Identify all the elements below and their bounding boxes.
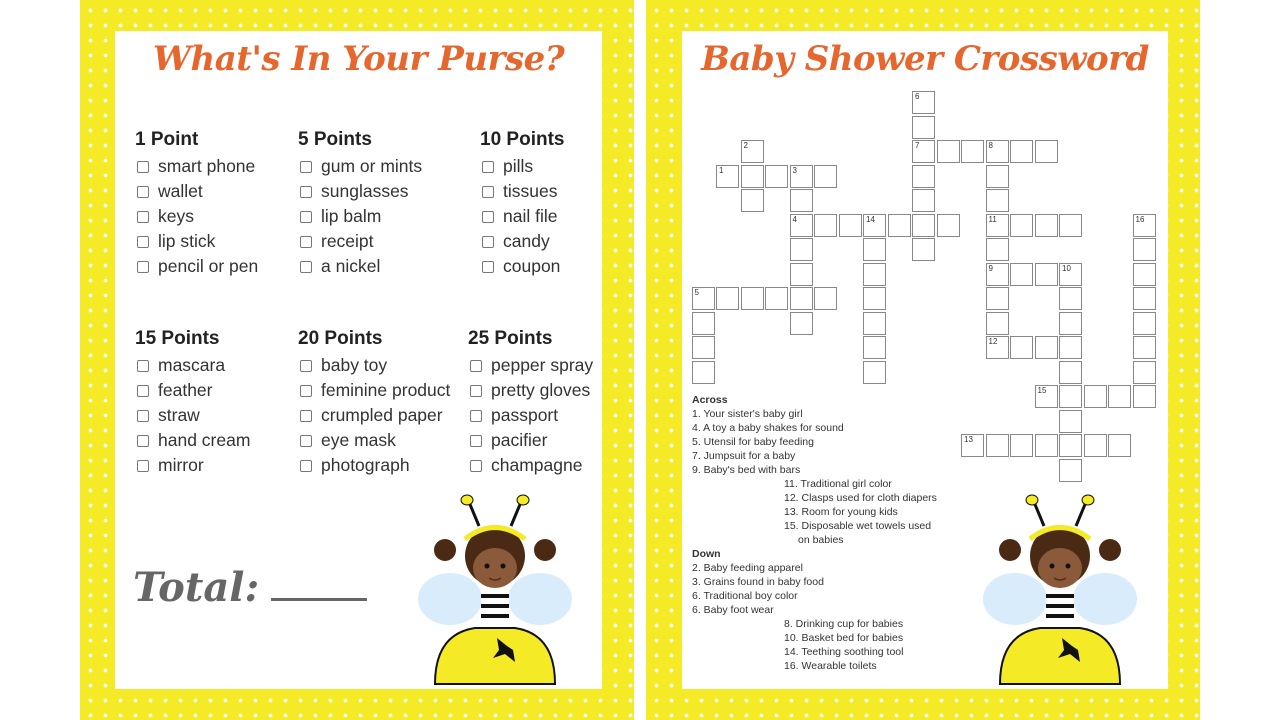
crossword-cell[interactable] (1059, 459, 1082, 482)
crossword-cell[interactable] (986, 238, 1009, 261)
checklist-item[interactable] (135, 229, 258, 254)
clue-down: 10. Basket bed for babies (784, 632, 904, 644)
crossword-cell[interactable] (912, 189, 935, 212)
clue-down: 3. Grains found in baby food (692, 576, 824, 588)
checklist-item[interactable] (468, 403, 593, 428)
crossword-cell[interactable] (1035, 214, 1058, 237)
crossword-cell[interactable] (863, 214, 886, 237)
points-heading: 20 Points (298, 328, 383, 349)
checklist-item[interactable] (135, 453, 250, 478)
crossword-cell[interactable] (1133, 336, 1156, 359)
crossword-cell[interactable] (937, 140, 960, 163)
crossword-cell[interactable] (986, 189, 1009, 212)
checklist-item[interactable] (135, 154, 258, 179)
item-label: sunglasses (321, 181, 409, 201)
points-heading: 10 Points (480, 129, 565, 150)
crossword-cell[interactable] (790, 287, 813, 310)
crossword-cell[interactable] (961, 434, 984, 457)
item-label: champagne (491, 455, 583, 475)
points-heading: 25 Points (468, 328, 553, 349)
crossword-cell[interactable] (986, 263, 1009, 286)
item-label: straw (158, 405, 200, 425)
crossword-cell[interactable] (692, 336, 715, 359)
item-label: a nickel (321, 256, 381, 276)
checklist-item[interactable] (468, 353, 593, 378)
crossword-cell[interactable] (863, 336, 886, 359)
crossword-cell[interactable] (741, 189, 764, 212)
checkbox[interactable] (482, 236, 494, 248)
item-label: gum or mints (321, 156, 423, 176)
crossword-cell[interactable] (814, 165, 837, 188)
clue-number: 9 (988, 263, 993, 273)
checkbox[interactable] (300, 261, 312, 273)
crossword-cell[interactable] (790, 238, 813, 261)
item-label: photograph (321, 455, 410, 475)
clue-down: 14. Teething soothing tool (784, 646, 904, 658)
item-label: pepper spray (491, 355, 594, 375)
crossword-cell[interactable] (912, 116, 935, 139)
crossword-cell[interactable] (986, 165, 1009, 188)
points-column (135, 129, 258, 279)
crossword-cell[interactable] (1035, 263, 1058, 286)
crossword-cell[interactable] (1035, 336, 1058, 359)
checklist-item[interactable] (135, 204, 258, 229)
clue-number: 7 (915, 141, 920, 150)
clue-list (692, 393, 937, 673)
crossword-cell[interactable] (912, 214, 935, 237)
checkbox[interactable] (300, 211, 312, 223)
clue-down: 8. Drinking cup for babies (784, 618, 904, 630)
crossword-cell[interactable] (1133, 361, 1156, 384)
checkbox[interactable] (482, 261, 494, 273)
checklist-item[interactable] (298, 453, 450, 478)
item-label: feather (158, 380, 213, 400)
clue-number: 16 (1135, 214, 1145, 224)
clue-number: 4 (792, 214, 797, 224)
clue-across: 1. Your sister's baby girl (692, 408, 803, 420)
checklist-item[interactable] (468, 453, 593, 478)
clue-number: 3 (792, 165, 797, 175)
clue-across: 12. Clasps used for cloth diapers (784, 492, 937, 504)
crossword-cell[interactable] (716, 287, 739, 310)
points-column (468, 328, 593, 478)
checklist-item[interactable] (480, 204, 564, 229)
item-label: candy (503, 231, 550, 251)
clue-across: 9. Baby's bed with bars (692, 464, 801, 476)
crossword-cell[interactable] (912, 140, 935, 163)
crossword-cell[interactable] (1084, 385, 1107, 408)
crossword-cell[interactable] (863, 312, 886, 335)
crossword-cell[interactable] (1084, 434, 1107, 457)
checkbox[interactable] (300, 186, 312, 198)
checklist-item[interactable] (298, 353, 450, 378)
clue-number: 10 (1062, 263, 1071, 273)
crossword-cell[interactable] (986, 434, 1009, 457)
checklist-item[interactable] (135, 378, 250, 403)
crossword-cell[interactable] (912, 91, 935, 114)
clue-number: 15 (1037, 386, 1047, 395)
checkbox[interactable] (470, 435, 482, 447)
crossword-cell[interactable] (1133, 263, 1156, 286)
crossword-cell[interactable] (1035, 385, 1058, 408)
checklist-item[interactable] (135, 428, 250, 453)
crossword-cell[interactable] (692, 361, 715, 384)
checklist-item[interactable] (298, 378, 450, 403)
crossword-cell[interactable] (790, 263, 813, 286)
clue-number: 6 (915, 92, 920, 101)
clue-number: 12 (988, 337, 998, 346)
total-row (133, 564, 367, 611)
item-label: smart phone (158, 156, 256, 176)
down-heading: Down (692, 548, 721, 560)
points-column (135, 328, 250, 478)
checklist-item[interactable] (298, 229, 422, 254)
crossword-cell[interactable] (1010, 214, 1033, 237)
points-heading: 5 Points (298, 129, 372, 150)
clue-across: 15. Disposable wet towels used (784, 520, 932, 532)
checklist-item[interactable] (298, 179, 422, 204)
checkbox[interactable] (482, 161, 494, 173)
checkbox[interactable] (137, 186, 149, 198)
purse-game-card (80, 0, 634, 720)
crossword-cell[interactable] (888, 214, 911, 237)
crossword-cell[interactable] (1059, 434, 1082, 457)
item-label: hand cream (158, 430, 251, 450)
checkbox[interactable] (137, 360, 149, 372)
checklist-item[interactable] (135, 254, 258, 279)
crossword-cell[interactable] (937, 214, 960, 237)
points-column (480, 129, 564, 279)
checkbox[interactable] (482, 211, 494, 223)
checkbox[interactable] (300, 236, 312, 248)
crossword-cell[interactable] (790, 189, 813, 212)
clue-down: 16. Wearable toilets (784, 660, 877, 672)
checkbox[interactable] (137, 435, 149, 447)
checklist-item[interactable] (480, 154, 564, 179)
item-label: crumpled paper (321, 405, 443, 425)
checkbox[interactable] (137, 161, 149, 173)
crossword-cell[interactable] (1133, 312, 1156, 335)
crossword-cell[interactable] (814, 287, 837, 310)
crossword-cell[interactable] (765, 165, 788, 188)
clue-across: 4. A toy a baby shakes for sound (692, 422, 844, 434)
crossword-cell[interactable] (1059, 410, 1082, 433)
item-label: tissues (503, 181, 558, 201)
checklist-item[interactable] (480, 254, 564, 279)
crossword-cell[interactable] (1059, 214, 1082, 237)
checklist-item[interactable] (480, 179, 564, 204)
clue-number: 13 (964, 435, 973, 444)
item-label: mascara (158, 355, 226, 375)
crossword-cell[interactable] (986, 312, 1009, 335)
clue-number: 8 (988, 141, 993, 150)
item-label: lip balm (321, 206, 382, 226)
item-label: nail file (503, 206, 558, 226)
crossword-cell[interactable] (790, 165, 813, 188)
checkbox[interactable] (470, 385, 482, 397)
purse-game-sheet (115, 31, 602, 689)
item-label: mirror (158, 455, 204, 475)
item-label: pacifier (491, 430, 548, 450)
checkbox[interactable] (300, 435, 312, 447)
crossword-cell[interactable] (1059, 385, 1082, 408)
crossword-cell[interactable] (863, 263, 886, 286)
clue-across: 13. Room for young kids (784, 506, 898, 518)
crossword-cell[interactable] (1010, 336, 1033, 359)
checkbox[interactable] (470, 360, 482, 372)
purse-game-title: What's In Your Purse? (152, 39, 565, 79)
checkbox[interactable] (300, 410, 312, 422)
item-label: lip stick (158, 231, 216, 251)
checkbox[interactable] (137, 460, 149, 472)
total-label: Total: (133, 564, 260, 611)
checkbox[interactable] (470, 460, 482, 472)
crossword-cell[interactable] (741, 140, 764, 163)
crossword-cell[interactable] (863, 361, 886, 384)
checkbox[interactable] (300, 161, 312, 173)
points-column (298, 129, 422, 279)
checklist-item[interactable] (298, 403, 450, 428)
clue-number: 1 (719, 165, 724, 175)
checkbox[interactable] (300, 385, 312, 397)
crossword-cell[interactable] (912, 238, 935, 261)
crossword-cell[interactable] (1108, 385, 1131, 408)
points-heading: 15 Points (135, 328, 220, 349)
crossword-cell[interactable] (1059, 336, 1082, 359)
clue-number: 11 (988, 214, 997, 224)
crossword-cell[interactable] (1059, 263, 1082, 286)
checkbox[interactable] (470, 410, 482, 422)
crossword-cell[interactable] (741, 287, 764, 310)
crossword-cell[interactable] (961, 140, 984, 163)
crossword-cell[interactable] (692, 287, 715, 310)
clue-number: 2 (743, 141, 748, 150)
bee-girl-illustration (415, 494, 575, 694)
crossword-cell[interactable] (986, 336, 1009, 359)
crossword-cell[interactable] (912, 165, 935, 188)
crossword-cell[interactable] (741, 165, 764, 188)
checklist-item[interactable] (135, 179, 258, 204)
bee-girl-illustration (980, 494, 1140, 694)
item-label: keys (158, 206, 194, 226)
crossword-cell[interactable] (790, 214, 813, 237)
checklist-item[interactable] (298, 428, 450, 453)
checkbox[interactable] (482, 186, 494, 198)
checklist-item[interactable] (468, 378, 593, 403)
crossword-cell[interactable] (1010, 434, 1033, 457)
crossword-cell[interactable] (863, 287, 886, 310)
crossword-cell[interactable] (1133, 385, 1156, 408)
item-label: wallet (158, 181, 203, 201)
checkbox[interactable] (137, 236, 149, 248)
crossword-cell[interactable] (863, 238, 886, 261)
checkbox[interactable] (300, 360, 312, 372)
total-blank-line (271, 598, 367, 601)
checklist-item[interactable] (480, 229, 564, 254)
crossword-cell[interactable] (1035, 140, 1058, 163)
clue-across-continued: on babies (798, 534, 844, 546)
item-label: receipt (321, 231, 374, 251)
checkbox[interactable] (137, 410, 149, 422)
checklist-item[interactable] (298, 204, 422, 229)
checkbox[interactable] (137, 385, 149, 397)
checklist-item[interactable] (298, 154, 422, 179)
checklist-item[interactable] (468, 428, 593, 453)
item-label: baby toy (321, 355, 388, 375)
checkbox[interactable] (300, 460, 312, 472)
clue-across: 7. Jumpsuit for a baby (692, 450, 796, 462)
item-label: pretty gloves (491, 380, 591, 400)
crossword-cell[interactable] (1133, 214, 1156, 237)
crossword-cell[interactable] (1133, 238, 1156, 261)
crossword-sheet (682, 31, 1168, 689)
crossword-cell[interactable] (1133, 287, 1156, 310)
crossword-card (646, 0, 1200, 720)
checkbox[interactable] (137, 211, 149, 223)
item-label: feminine product (321, 380, 451, 400)
crossword-cell[interactable] (765, 287, 788, 310)
crossword-cell[interactable] (1010, 140, 1033, 163)
clue-down: 6. Traditional boy color (692, 590, 798, 602)
crossword-cell[interactable] (986, 287, 1009, 310)
crossword-cell[interactable] (1010, 263, 1033, 286)
clue-down: 6. Baby foot wear (692, 604, 774, 616)
item-label: pills (503, 156, 534, 176)
item-label: eye mask (321, 430, 396, 450)
crossword-cell[interactable] (692, 312, 715, 335)
clue-number: 5 (694, 288, 699, 297)
item-label: coupon (503, 256, 561, 276)
checklist-item[interactable] (298, 254, 422, 279)
checkbox[interactable] (137, 261, 149, 273)
crossword-cell[interactable] (1035, 434, 1058, 457)
crossword-cell[interactable] (1108, 434, 1131, 457)
points-heading: 1 Point (135, 129, 199, 150)
crossword-cell[interactable] (986, 214, 1009, 237)
clue-across: 11. Traditional girl color (784, 478, 892, 490)
checklist-item[interactable] (135, 403, 250, 428)
crossword-title: Baby Shower Crossword (701, 39, 1149, 79)
points-column (298, 328, 450, 478)
clue-number: 14 (866, 214, 875, 224)
item-label: pencil or pen (158, 256, 259, 276)
crossword-cell[interactable] (1059, 361, 1082, 384)
crossword-cell[interactable] (1059, 312, 1082, 335)
crossword-cell[interactable] (1059, 287, 1082, 310)
item-label: passport (491, 405, 559, 425)
clue-down: 2. Baby feeding apparel (692, 562, 803, 574)
across-heading: Across (692, 394, 728, 406)
checklist-item[interactable] (135, 353, 250, 378)
crossword-cell[interactable] (986, 140, 1009, 163)
clue-across: 5. Utensil for baby feeding (692, 436, 814, 448)
crossword-cell[interactable] (814, 214, 837, 237)
crossword-cell[interactable] (790, 312, 813, 335)
crossword-cell[interactable] (839, 214, 862, 237)
crossword-cell[interactable] (716, 165, 739, 188)
